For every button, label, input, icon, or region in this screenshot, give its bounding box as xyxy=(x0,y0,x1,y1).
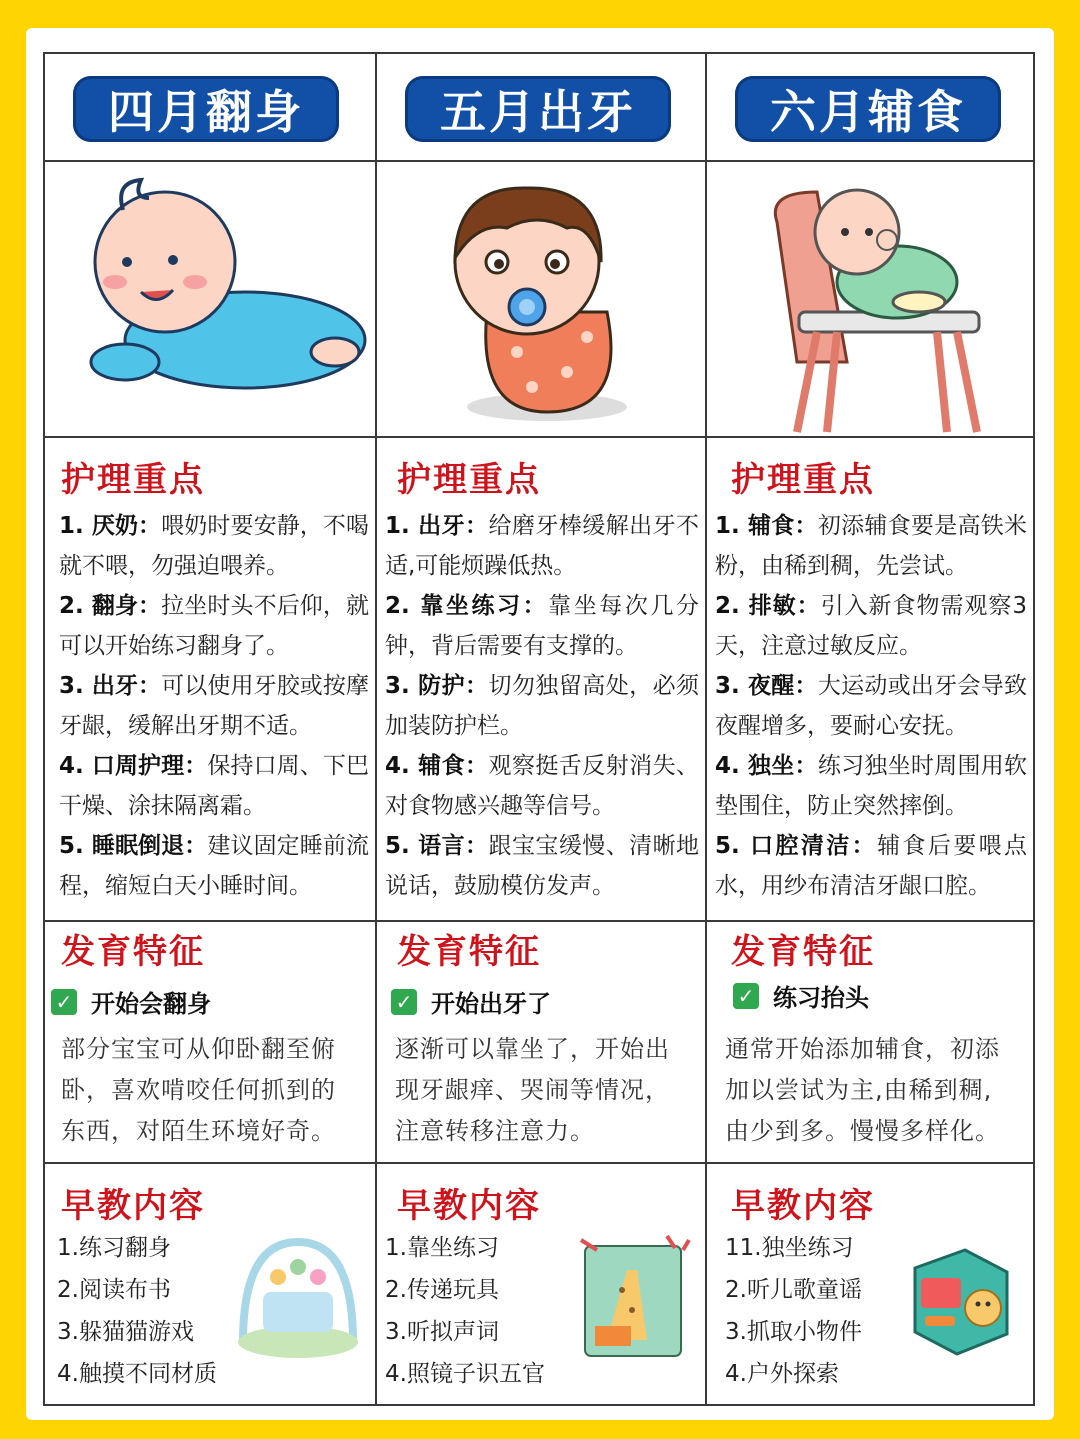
care-item: 3. 出牙：可以使用牙胶或按摩牙龈，缓解出牙期不适。 xyxy=(59,673,370,739)
baby-play-gym-icon xyxy=(233,1232,363,1366)
development-heading: 发育特征 xyxy=(61,932,205,972)
care-heading: 护理重点 xyxy=(731,460,875,500)
education-heading: 早教内容 xyxy=(731,1186,875,1226)
education-heading: 早教内容 xyxy=(61,1186,205,1226)
column-april xyxy=(45,54,375,1404)
development-heading: 发育特征 xyxy=(731,932,875,972)
schedule-table xyxy=(43,52,1035,1406)
education-item: 2.听儿歌童谣 xyxy=(725,1277,862,1303)
development-text: 逐渐可以靠坐了，开始出现牙龈痒、哭闹等情况，注意转移注意力。 xyxy=(395,1035,670,1145)
care-list xyxy=(715,506,1027,906)
activity-cube-icon xyxy=(895,1238,1021,1368)
checkmark-icon: ✓ xyxy=(51,989,77,1015)
development-heading: 发育特征 xyxy=(397,932,541,972)
baby-sitting-pacifier-icon xyxy=(377,162,705,438)
education-item: 3.抓取小物件 xyxy=(725,1319,862,1345)
education-item: 11.独坐练习 xyxy=(725,1235,854,1261)
milestone-label: 练习抬头 xyxy=(773,984,869,1012)
care-item: 4. 辅食：观察挺舌反射消失、对食物感兴趣等信号。 xyxy=(385,753,699,819)
education-item: 4.户外探索 xyxy=(725,1361,839,1387)
month-title: 五月出牙 xyxy=(405,76,671,142)
month-title: 四月翻身 xyxy=(73,76,339,142)
care-list xyxy=(385,506,699,906)
care-heading: 护理重点 xyxy=(61,460,205,500)
care-item: 5. 口腔清洁：辅食后要喂点水，用纱布清洁牙龈口腔。 xyxy=(715,833,1028,899)
education-item: 3.听拟声词 xyxy=(385,1319,499,1345)
care-item: 4. 独坐：练习独坐时周围用软垫围住，防止突然摔倒。 xyxy=(715,753,1028,819)
milestone-label: 开始出牙了 xyxy=(431,990,551,1018)
milestone-label: 开始会翻身 xyxy=(91,990,211,1018)
education-item: 4.照镜子识五官 xyxy=(385,1361,545,1387)
care-item: 2. 翻身：拉坐时头不后仰，就可以开始练习翻身了。 xyxy=(59,593,370,659)
education-list xyxy=(725,1227,862,1395)
development-text: 部分宝宝可从仰卧翻至俯卧，喜欢啃咬任何抓到的东西，对陌生环境好奇。 xyxy=(61,1035,336,1145)
development-milestone xyxy=(391,984,551,1019)
development-milestone xyxy=(51,984,211,1019)
column-may xyxy=(377,54,705,1404)
care-item: 4. 口周护理：保持口周、下巴干燥、涂抹隔离霜。 xyxy=(59,753,370,819)
education-item: 1.靠坐练习 xyxy=(385,1235,499,1261)
education-item: 1.练习翻身 xyxy=(57,1235,171,1261)
education-item: 2.阅读布书 xyxy=(57,1277,171,1303)
development-text: 通常开始添加辅食，初添加以尝试为主,由稀到稠,由少到多。慢慢多样化。 xyxy=(725,1035,1000,1145)
care-item: 5. 睡眠倒退：建议固定睡前流程，缩短白天小睡时间。 xyxy=(59,833,370,899)
education-list xyxy=(57,1227,217,1395)
column-june xyxy=(707,54,1033,1404)
development-milestone xyxy=(733,978,869,1013)
education-item: 4.触摸不同材质 xyxy=(57,1361,217,1387)
education-list xyxy=(385,1227,545,1395)
education-item: 2.传递玩具 xyxy=(385,1277,499,1303)
care-list xyxy=(59,506,369,906)
care-item: 1. 厌奶：喂奶时要安静，不喝就不喂，勿强迫喂养。 xyxy=(59,513,370,579)
education-item: 3.躲猫猫游戏 xyxy=(57,1319,194,1345)
baby-lying-prone-icon xyxy=(45,162,375,438)
care-item: 1. 辅食：初添辅食要是高铁米粉，由稀到稠，先尝试。 xyxy=(715,513,1028,579)
care-item: 1. 出牙：给磨牙棒缓解出牙不适,可能烦躁低热。 xyxy=(385,513,699,579)
checkmark-icon: ✓ xyxy=(733,983,759,1009)
care-heading: 护理重点 xyxy=(397,460,541,500)
care-item: 2. 排敏：引入新食物需观察3天，注意过敏反应。 xyxy=(715,593,1027,659)
baby-high-chair-eating-icon xyxy=(707,162,1033,438)
care-item: 3. 防护：切勿独留高处，必须加装防护栏。 xyxy=(385,673,699,739)
care-item: 3. 夜醒：大运动或出牙会导致夜醒增多，要耐心安抚。 xyxy=(715,673,1028,739)
month-title: 六月辅食 xyxy=(735,76,1001,142)
education-heading: 早教内容 xyxy=(397,1186,541,1226)
checkmark-icon: ✓ xyxy=(391,989,417,1015)
cloth-book-icon xyxy=(567,1230,697,1369)
care-item: 2. 靠坐练习：靠坐每次几分钟，背后需要有支撑的。 xyxy=(385,593,700,659)
care-item: 5. 语言：跟宝宝缓慢、清晰地说话，鼓励模仿发声。 xyxy=(385,833,699,899)
